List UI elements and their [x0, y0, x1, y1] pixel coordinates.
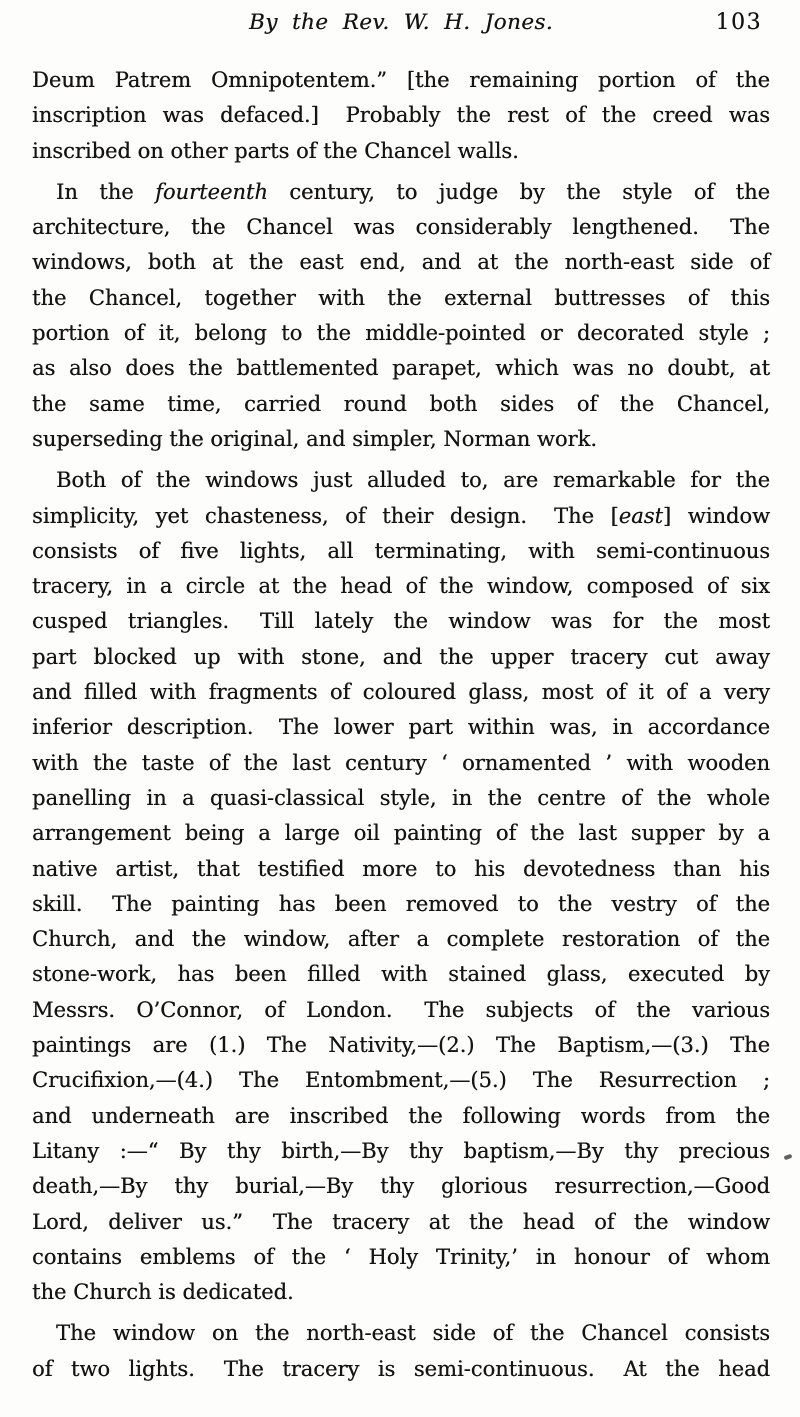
- text-line: paintings are (1.) The Nativity,—(2.) The Baptism,—(3.) The: [32, 1033, 770, 1058]
- paragraph: [32, 169, 770, 457]
- text-line: portion of it, belong to the middle-pointed or decorated style ;: [32, 321, 770, 346]
- paragraph: [32, 457, 770, 1310]
- text-line: with the taste of the last century ‘ ornamented ’ with wooden: [32, 750, 770, 775]
- text-line: of two lights. The tracery is semi-continuous. At the head: [32, 1356, 770, 1381]
- ink-speck: [784, 1154, 793, 1160]
- text-line: contains emblems of the ‘ Holy Trinity,’ in honour of whom: [32, 1244, 770, 1269]
- text-line: The window on the north-east side of the Chancel consists: [56, 1321, 770, 1346]
- text-line: the same time, carried round both sides of the Chancel,: [32, 391, 770, 416]
- paragraph: [32, 63, 770, 169]
- text-line: simplicity, yet chasteness, of their design. The [east] window: [32, 503, 770, 528]
- text-line: Both of the windows just alluded to, are remarkable for the: [56, 468, 770, 493]
- text-line: superseding the original, and simpler, Norman work.: [32, 426, 597, 451]
- paragraph: [32, 1310, 770, 1387]
- text-line: panelling in a quasi-classical style, in the centre of the whole: [32, 785, 770, 810]
- text-line: Litany :—“ By thy birth,—By thy baptism,—By thy precious: [32, 1138, 770, 1163]
- text-line: Church, and the window, after a complete restoration of the: [32, 927, 770, 952]
- text-line: skill. The painting has been removed to the vestry of the: [32, 891, 770, 916]
- text-line: as also does the battlemented parapet, which was no doubt, at: [32, 356, 770, 381]
- text-line: consists of five lights, all terminating, with semi-continuous: [32, 538, 770, 563]
- text-line: Deum Patrem Omnipotentem.” [the remaining portion of the: [32, 68, 770, 92]
- text-line: stone-work, has been filled with stained glass, executed by: [32, 962, 770, 987]
- text-line: windows, both at the east end, and at the north-east side of: [32, 250, 770, 275]
- text-line: and underneath are inscribed the following words from the: [32, 1103, 770, 1128]
- text-line: the Chancel, together with the external buttresses of this: [32, 285, 770, 310]
- text-line: arrangement being a large oil painting of the last supper by a: [32, 821, 770, 846]
- text-line: cusped triangles. Till lately the window was for the most: [32, 609, 770, 634]
- text-line: native artist, that testified more to his devotedness than his: [32, 856, 770, 881]
- running-header: [32, 8, 770, 40]
- text-line: inscription was defaced.] Probably the rest of the creed was: [32, 103, 770, 128]
- text-line: Messrs. O’Connor, of London. The subjects of the various: [32, 997, 770, 1022]
- running-title: By the Rev. W. H. Jones.: [248, 10, 554, 35]
- text-line: tracery, in a circle at the head of the window, composed of six: [32, 574, 770, 599]
- page-number: 103: [715, 10, 762, 35]
- text-line: inscribed on other parts of the Chancel walls.: [32, 138, 519, 163]
- text-line: Crucifixion,—(4.) The Entombment,—(5.) The Resurrection ;: [32, 1068, 770, 1093]
- text-line: architecture, the Chancel was considerably lengthened. The: [32, 215, 770, 240]
- text-line: In the fourteenth century, to judge by the style of the: [56, 179, 771, 204]
- text-line: death,—By thy burial,—By thy glorious resurrection,—Good: [32, 1174, 770, 1199]
- page-body: [32, 63, 770, 1387]
- text-line: and filled with fragments of coloured glass, most of it of a very: [32, 680, 770, 705]
- text-line: part blocked up with stone, and the upper tracery cut away: [32, 644, 770, 669]
- text-line: the Church is dedicated.: [32, 1280, 294, 1305]
- text-line: inferior description. The lower part within was, in accordance: [32, 715, 770, 740]
- text-line: Lord, deliver us.” The tracery at the head of the window: [32, 1209, 770, 1234]
